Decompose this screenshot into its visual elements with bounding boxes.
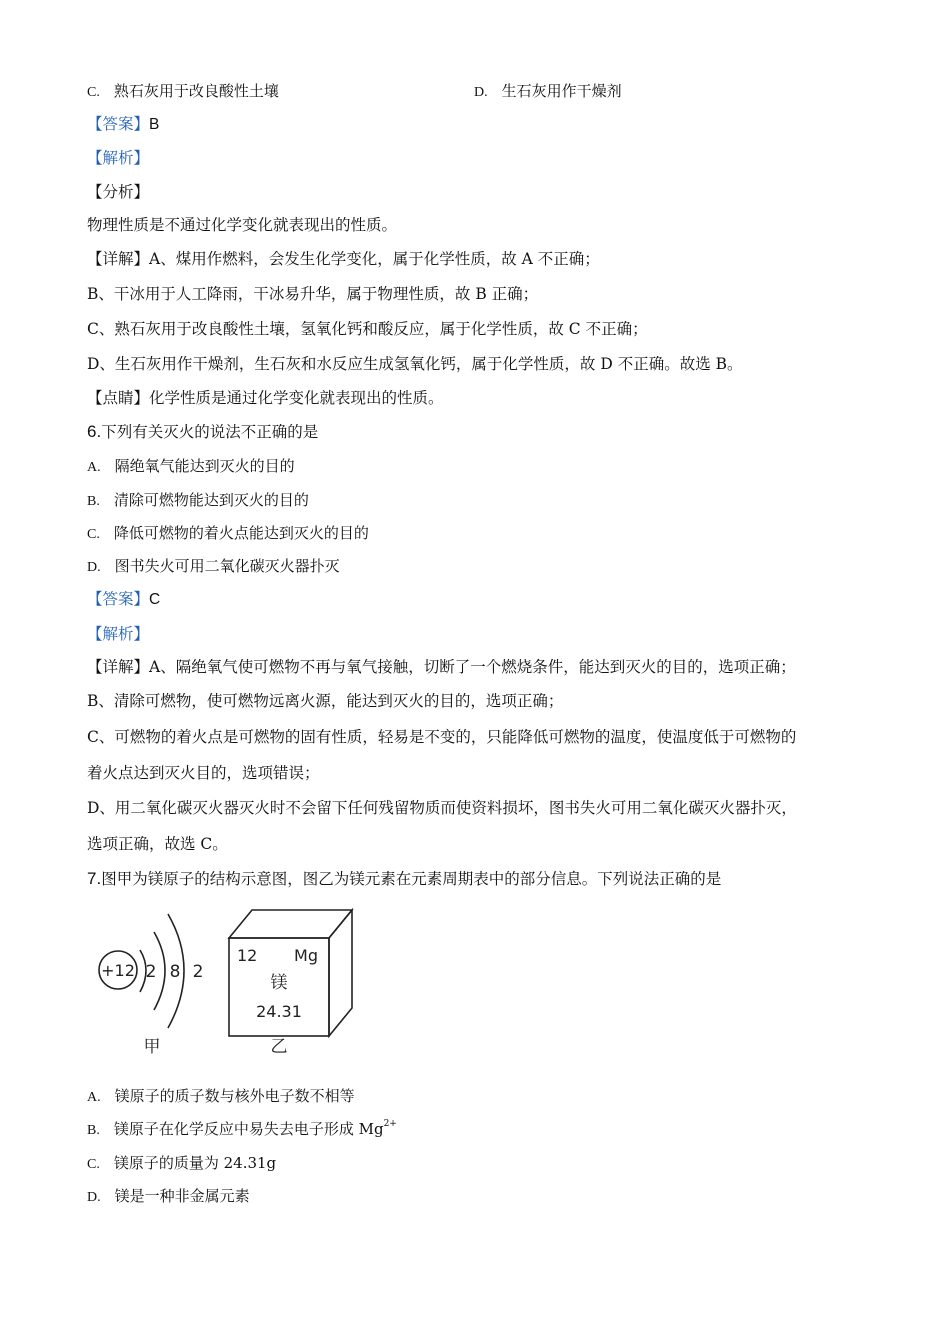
q5-detail-c: C、熟石灰用于改良酸性土壤，氢氧化钙和酸反应，属于化学性质，故 C 不正确； <box>87 320 648 338</box>
label-yi: 乙 <box>270 1037 288 1057</box>
element-name: 镁 <box>270 973 288 993</box>
option-text: 镁是一种非金属元素 <box>114 1187 250 1205</box>
option-text: 隔绝氧气能达到灭火的目的 <box>114 457 295 475</box>
q5-fenxi-text: 物理性质是不通过化学变化就表现出的性质。 <box>87 216 398 234</box>
q7-option-b <box>87 1118 397 1142</box>
q5-fenxi-tag: 【分析】 <box>87 183 150 201</box>
option-letter: A. <box>87 460 101 475</box>
q5-dianjing <box>87 387 444 409</box>
answer-tag: 【答案】 <box>87 115 150 133</box>
q5-analysis-tag: 【解析】 <box>87 149 150 167</box>
answer-tag: 【答案】 <box>87 590 150 608</box>
element-symbol: Mg <box>294 946 318 965</box>
option-letter: A. <box>87 1090 101 1105</box>
option-text: 熟石灰用于改良酸性土壤 <box>113 82 279 100</box>
shell-electrons-1: 2 <box>145 962 157 982</box>
q6-detail-d1: D、用二氧化碳灭火器灭火时不会留下任何残留物质而使资料损坏，图书失火可用二氧化碳灭火器扑灭， <box>87 799 797 817</box>
q7-option-d <box>87 1185 250 1209</box>
dianjing-tag: 【点睛】 <box>87 389 150 407</box>
option-letter: D. <box>87 560 101 575</box>
periodic-element-card <box>229 910 352 1057</box>
q6-detail-c1: C、可燃物的着火点是可燃物的固有性质，轻易是不变的，只能降低可燃物的温度，使温度低于可燃物的 <box>87 728 797 746</box>
q6-option-d <box>87 555 340 579</box>
question-number: 7. <box>87 869 102 888</box>
answer-value: B <box>149 116 160 133</box>
q6-analysis-tag: 【解析】 <box>87 625 150 643</box>
q6-stem <box>87 421 318 443</box>
q7-option-c <box>87 1152 276 1176</box>
option-text: 清除可燃物能达到灭火的目的 <box>113 491 309 509</box>
card-side-face <box>329 910 352 1036</box>
option-text: 降低可燃物的着火点能达到灭火的目的 <box>113 524 369 542</box>
q6-detail-d2: 选项正确，故选 C。 <box>87 835 228 853</box>
q5-answer <box>87 113 159 136</box>
option-text: 镁原子的质量为 24.31g <box>113 1154 277 1172</box>
question-text: 图甲为镁原子的结构示意图，图乙为镁元素在元素周期表中的部分信息。下列说法正确的是 <box>101 870 722 888</box>
option-letter: D. <box>87 1190 101 1205</box>
option-text: 生石灰用作干燥剂 <box>501 82 622 100</box>
question-text: 下列有关灭火的说法不正确的是 <box>101 423 319 441</box>
detail-tag: 【详解】 <box>87 658 150 676</box>
option-text: 镁原子的质子数与核外电子数不相等 <box>114 1087 355 1105</box>
atom-structure-diagram <box>99 914 203 1057</box>
option-letter: C. <box>87 527 100 542</box>
q6-detail-c2: 着火点达到灭火目的，选项错误； <box>87 764 320 782</box>
detail-text: A、隔绝氧气使可燃物不再与氧气接触，切断了一个燃烧条件，能达到灭火的目的，选项正确； <box>149 658 796 676</box>
shell-electrons-3: 2 <box>192 962 204 982</box>
question-number: 6. <box>87 422 102 441</box>
q5-option-c <box>87 80 279 104</box>
q6-detail-a <box>87 656 796 678</box>
card-top-face <box>229 910 352 938</box>
q5-detail-b: B、干冰用于人工降雨，干冰易升华，属于物理性质，故 B 正确； <box>87 285 539 303</box>
atomic-mass: 24.31 <box>256 1002 302 1021</box>
q7-stem <box>87 868 721 890</box>
label-jia: 甲 <box>143 1037 161 1057</box>
detail-text: A、煤用作燃料，会发生化学变化，属于化学性质，故 A 不正确； <box>149 250 600 268</box>
option-text: 镁原子在化学反应中易失去电子形成 Mg <box>113 1120 384 1138</box>
q7-option-a <box>87 1085 355 1109</box>
q6-option-c <box>87 522 369 546</box>
shell-electrons-2: 8 <box>169 962 181 982</box>
q5-option-d <box>474 80 622 104</box>
q5-detail-d: D、生石灰用作干燥剂，生石灰和水反应生成氢氧化钙，属于化学性质，故 D 不正确。故选 B。 <box>87 355 743 373</box>
q5-detail-a <box>87 248 600 270</box>
option-letter: B. <box>87 1123 100 1138</box>
q6-option-a <box>87 455 295 479</box>
detail-tag: 【详解】 <box>87 250 150 268</box>
dianjing-text: 化学性质是通过化学变化就表现出的性质。 <box>149 389 444 407</box>
option-letter: C. <box>87 85 100 100</box>
q6-detail-b: B、清除可燃物，使可燃物远离火源，能达到灭火的目的，选项正确； <box>87 692 564 710</box>
answer-value: C <box>149 591 161 608</box>
q6-option-b <box>87 489 309 513</box>
option-letter: D. <box>474 85 488 100</box>
option-letter: C. <box>87 1157 100 1172</box>
nucleus-charge: +12 <box>101 961 135 980</box>
q6-answer <box>87 588 160 611</box>
ion-charge: 2+ <box>383 1119 397 1129</box>
option-letter: B. <box>87 494 100 509</box>
option-text: 图书失火可用二氧化碳灭火器扑灭 <box>114 557 340 575</box>
atomic-number: 12 <box>237 946 258 965</box>
magnesium-figure <box>92 900 372 1070</box>
